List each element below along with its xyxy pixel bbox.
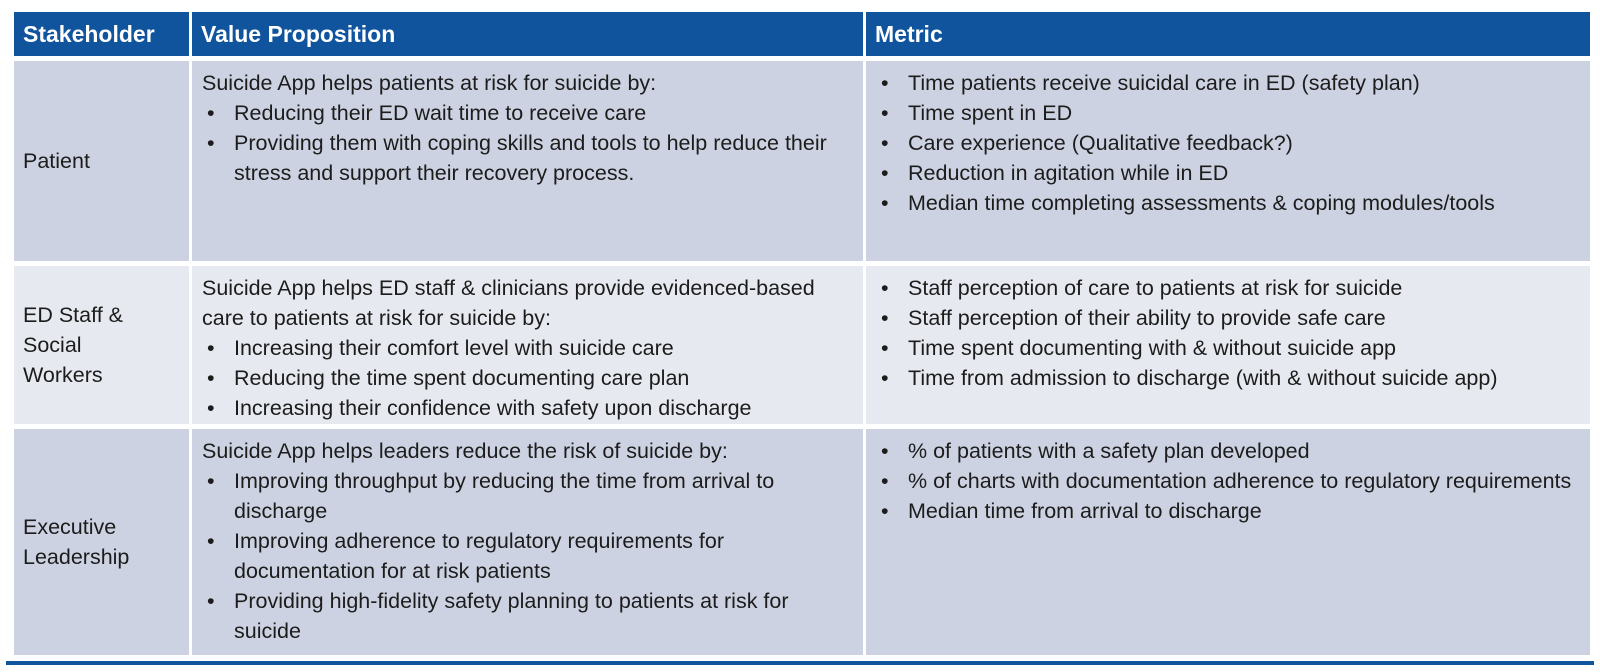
value-proposition-cell-patient — [192, 61, 863, 261]
bullet-text: Time spent in ED — [908, 101, 1073, 125]
bullet-icon: • — [207, 101, 215, 125]
stakeholder-cell-executive-leadership — [14, 429, 189, 655]
bullet-text: Median time completing assessments & coping modules/tools — [908, 191, 1495, 215]
value-proposition-bullet-list — [202, 333, 855, 423]
bullet-item — [202, 466, 855, 526]
value-proposition-bullet-list — [202, 466, 855, 646]
bullet-item — [876, 188, 1582, 218]
stakeholder-label: Executive Leadership — [23, 515, 130, 569]
bullet-text: Time patients receive suicidal care in ED (safety plan) — [908, 71, 1420, 95]
bullet-text: Time from admission to discharge (with & without suicide app) — [908, 366, 1498, 390]
bullet-text: Improving throughput by reducing the time from arrival to discharge — [234, 469, 775, 523]
bullet-item — [876, 68, 1582, 98]
bullet-text: Care experience (Qualitative feedback?) — [908, 131, 1293, 155]
value-proposition-bullet-list — [202, 98, 855, 188]
bullet-icon: • — [207, 529, 215, 553]
stakeholder-label: ED Staff & Social Workers — [23, 303, 123, 387]
bullet-text: Reducing their ED wait time to receive care — [234, 101, 647, 125]
bullet-icon: • — [881, 439, 889, 463]
bullet-icon: • — [881, 499, 889, 523]
bullet-text: Increasing their comfort level with suicide care — [234, 336, 674, 360]
bullet-text: % of charts with documentation adherence to regulatory requirements — [908, 469, 1572, 493]
bullet-icon: • — [207, 366, 215, 390]
stakeholder-label: Patient — [23, 149, 90, 173]
bullet-text: Improving adherence to regulatory requirements for documentation for at risk patients — [234, 529, 724, 583]
bullet-icon: • — [207, 396, 215, 420]
bullet-item — [876, 363, 1582, 393]
intro-text: Suicide App helps patients at risk for suicide by: — [202, 71, 657, 95]
bullet-text: Providing them with coping skills and tools to help reduce their stress and support their recovery process. — [234, 131, 827, 185]
bullet-item — [202, 333, 855, 363]
bullet-item — [202, 586, 855, 646]
slide-bottom-rule — [6, 661, 1594, 665]
stakeholder-cell-patient — [14, 61, 189, 261]
bullet-icon: • — [881, 366, 889, 390]
bullet-item — [202, 393, 855, 423]
bullet-icon: • — [881, 161, 889, 185]
column-header-label: Metric — [875, 20, 943, 47]
column-header-value-proposition — [192, 12, 863, 56]
stakeholder-cell-ed-staff — [14, 266, 189, 424]
bullet-icon: • — [207, 131, 215, 155]
bullet-icon: • — [881, 101, 889, 125]
metric-bullet-list — [876, 436, 1582, 526]
metric-bullet-list — [876, 273, 1582, 393]
metric-cell-patient — [866, 61, 1590, 261]
metric-cell-executive-leadership — [866, 429, 1590, 655]
bullet-icon: • — [207, 336, 215, 360]
bullet-item — [876, 303, 1582, 333]
bullet-item — [876, 466, 1582, 496]
intro-text: Suicide App helps leaders reduce the risk of suicide by: — [202, 439, 728, 463]
bullet-icon: • — [881, 469, 889, 493]
value-proposition-cell-executive-leadership — [192, 429, 863, 655]
bullet-text: Increasing their confidence with safety upon discharge — [234, 396, 752, 420]
column-header-metric — [866, 12, 1590, 56]
column-header-label: Value Proposition — [201, 20, 396, 47]
bullet-icon: • — [881, 131, 889, 155]
bullet-item — [202, 128, 855, 188]
bullet-text: % of patients with a safety plan developed — [908, 439, 1310, 463]
column-header-label: Stakeholder — [23, 20, 155, 47]
bullet-item — [876, 98, 1582, 128]
bullet-item — [876, 496, 1582, 526]
bullet-icon: • — [881, 306, 889, 330]
bullet-icon: • — [207, 589, 215, 613]
bullet-item — [876, 158, 1582, 188]
bullet-item — [202, 526, 855, 586]
bullet-icon: • — [881, 71, 889, 95]
metric-bullet-list — [876, 68, 1582, 218]
bullet-item — [202, 363, 855, 393]
bullet-icon: • — [881, 191, 889, 215]
bullet-text: Median time from arrival to discharge — [908, 499, 1262, 523]
value-proposition-cell-ed-staff — [192, 266, 863, 424]
bullet-text: Providing high-fidelity safety planning to patients at risk for suicide — [234, 589, 789, 643]
bullet-icon: • — [207, 469, 215, 493]
bullet-text: Reduction in agitation while in ED — [908, 161, 1229, 185]
bullet-text: Staff perception of their ability to provide safe care — [908, 306, 1386, 330]
intro-text: Suicide App helps ED staff & clinicians provide evidenced-based care to patients at risk for suicide by: — [202, 276, 815, 330]
bullet-icon: • — [881, 336, 889, 360]
bullet-icon: • — [881, 276, 889, 300]
value-proposition-table — [14, 12, 1590, 655]
bullet-item — [876, 436, 1582, 466]
bullet-item — [202, 98, 855, 128]
column-header-stakeholder — [14, 12, 189, 56]
metric-cell-ed-staff — [866, 266, 1590, 424]
bullet-item — [876, 333, 1582, 363]
bullet-text: Staff perception of care to patients at risk for suicide — [908, 276, 1403, 300]
bullet-text: Time spent documenting with & without suicide app — [908, 336, 1396, 360]
bullet-item — [876, 128, 1582, 158]
bullet-text: Reducing the time spent documenting care plan — [234, 366, 690, 390]
bullet-item — [876, 273, 1582, 303]
